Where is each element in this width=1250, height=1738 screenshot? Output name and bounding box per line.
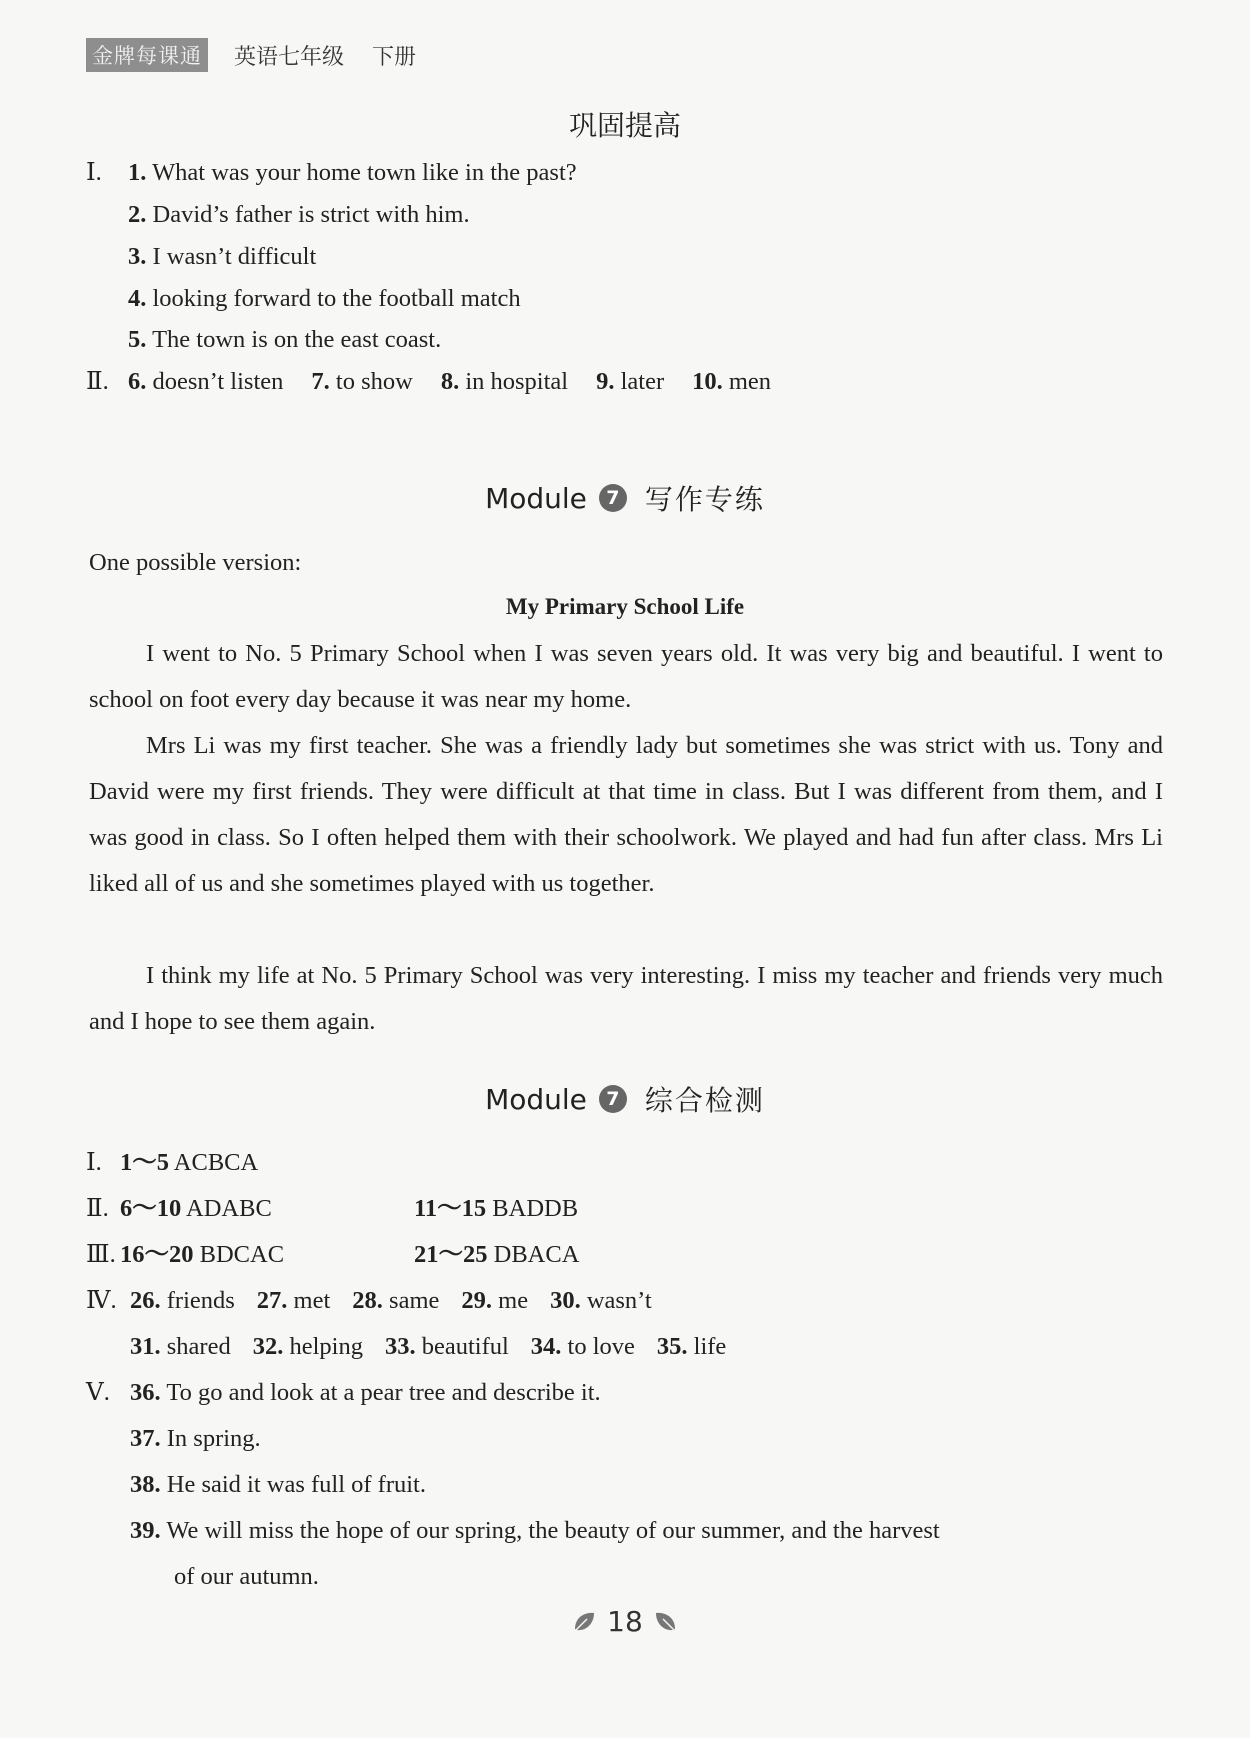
page-number: 18	[607, 1605, 643, 1638]
consolidate-title: 巩固提高	[568, 109, 681, 142]
answer-line: 4. looking forward to the football match	[128, 285, 521, 312]
essay-title: My Primary School Life	[505, 594, 745, 619]
answer-line: 21～25 DBACA	[414, 1241, 580, 1268]
page-footer	[0, 1605, 1250, 1638]
answer-line: 2. David’s father is strict with him.	[128, 201, 470, 228]
answer-line: 11～15 BADDB	[414, 1195, 579, 1222]
answer-line: 31. shared 32. helping 33. beautiful 34. to love 35. life	[130, 1333, 727, 1360]
answer-line: Ⅲ. 16～20 BDCAC	[86, 1241, 285, 1268]
leaf-icon	[571, 1609, 597, 1635]
answer-line: Ⅰ. 1～5 ACBCA	[86, 1149, 259, 1176]
answer-line: 37. In spring.	[130, 1425, 261, 1452]
module-number-badge: 7	[599, 484, 627, 512]
module-number-badge: 7	[599, 1085, 627, 1113]
essay-paragraph: I think my life at No. 5 Primary School was very interesting. I miss my teacher and friends very much and I hope to see them again.	[89, 962, 1163, 1035]
answer-line: Ⅱ. 6～10 ADABC	[86, 1195, 272, 1222]
intro-text: One possible version:	[89, 549, 302, 576]
essay-paragraph: I went to No. 5 Primary School when I was seven years old. It was very big and beautiful. I went to school on foot every day because it was near my home.	[89, 640, 1163, 713]
answer-line: 5. The town is on the east coast.	[128, 326, 442, 353]
answer-line: 39. We will miss the hope of our spring, the beauty of our summer, and the harvest	[130, 1517, 940, 1544]
answer-line: 3. I wasn’t difficult	[128, 243, 317, 270]
answer-line: Ⅱ. 6. doesn’t listen 7. to show 8. in hospital 9. later 10. men	[86, 368, 772, 395]
answer-line: Ⅳ. 26. friends 27. met 28. same 29. me 30. wasn’t	[86, 1287, 652, 1314]
page-header	[86, 38, 416, 72]
subject-label: 英语七年级	[234, 44, 345, 70]
answer-line: Ⅰ. 1. What was your home town like in the past?	[86, 159, 577, 186]
answer-line: of our autumn.	[174, 1563, 319, 1590]
test-module-title: Module 7 综合检测	[485, 1082, 765, 1117]
leaf-icon	[653, 1609, 679, 1635]
essay-paragraph: Mrs Li was my first teacher. She was a friendly lady but sometimes she was strict with us. Tony and David were my first friends. They were difficult at that time in class. But I was different from them, and I was good in class. So I often helped them with their schoolwork. We played and had fun after class. Mrs Li liked all of us and she sometimes played with us together.	[89, 732, 1163, 897]
writing-module-title: Module 7 写作专练	[485, 481, 765, 516]
answer-line: 38. He said it was full of fruit.	[130, 1471, 426, 1498]
volume-label: 下册	[372, 44, 417, 70]
brand-label: 金牌每课通	[86, 38, 208, 72]
answer-line: Ⅴ. 36. To go and look at a pear tree and describe it.	[86, 1379, 601, 1406]
